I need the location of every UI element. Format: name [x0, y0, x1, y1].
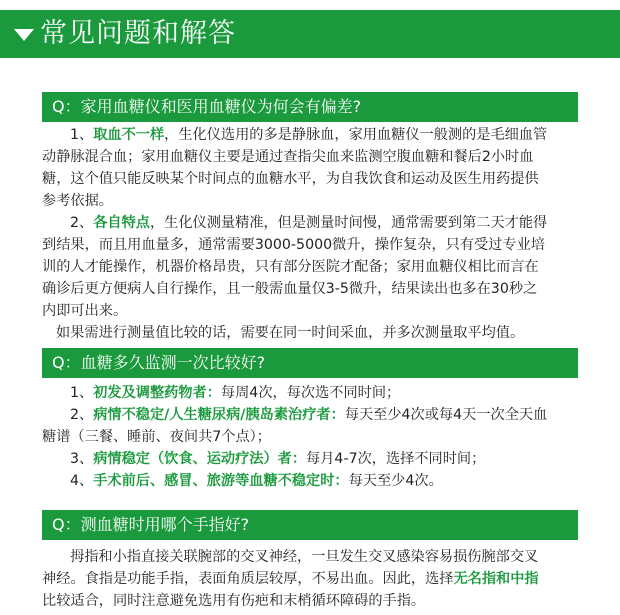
answer-line: [42, 568, 578, 590]
question-bar-2: Q：血糖多久监测一次比较好?: [42, 348, 578, 378]
answer-text: 每周4次，每次选不同时间；: [220, 385, 401, 401]
answer-text: 每月4-7次，选择不同时间；: [306, 451, 486, 467]
list-item: [42, 382, 578, 404]
answer-line: 到结果，而且用血量多，通常需要3000-5000微升，操作复杂，只有受过专业培: [42, 237, 545, 253]
list-prefix: 2、: [70, 407, 94, 423]
list-prefix: 4、: [70, 473, 94, 489]
answer-line: 拇指和小指直接关联腕部的交叉神经，一旦发生交叉感染容易损伤腕部交叉: [70, 549, 539, 565]
list-prefix: 1、: [70, 127, 94, 143]
answer-line: 确诊后更方便病人自行操作，且一般需血量仅3-5微升，结果读出也多在30秒之: [42, 281, 538, 297]
answer-line: 训的人才能操作，机器价格昂贵，只有部分医院才配备；家用血糖仪相比而言在: [42, 259, 539, 275]
highlight-text: 无名指和中指: [453, 571, 539, 587]
answer-text: ，生化仪选用的多是静脉血，家用血糖仪一般测的是毛细血管: [164, 127, 548, 143]
list-item: [42, 448, 578, 470]
page-title: 常见问题和解答: [40, 18, 236, 49]
answer-line: 动静脉混合血；家用血糖仪主要是通过查指尖血来监测空腹血糖和餐后2小时血: [42, 149, 534, 165]
header-banner: [0, 10, 620, 58]
highlight-text: 手术前后、感冒、旅游等血糖不稳定时：: [93, 473, 349, 489]
list-prefix: 3、: [70, 451, 94, 467]
list-item: [42, 404, 578, 426]
question-bar-3: Q：测血糖时用哪个手指好?: [42, 510, 578, 540]
answer-text: 每天至少4次或每4天一次全天血: [344, 407, 548, 423]
answer-line: [42, 124, 578, 146]
highlight-text: 各自特点: [93, 215, 150, 231]
answer-text: 每天至少4次。: [348, 473, 443, 489]
answer-line: 糖，这个值只能反映某个时间点的血糖水平，为自我饮食和运动及医生用药提供: [42, 171, 539, 187]
answer-2: [42, 382, 578, 492]
answer-1: [42, 124, 578, 344]
list-prefix: 2、: [70, 215, 94, 231]
list-item: [42, 470, 578, 492]
answer-line: [42, 212, 578, 234]
answer-line: 参考依据。: [42, 193, 113, 209]
answer-line: 比较适合，同时注意避免选用有伤疤和末梢循环障碍的手指。: [42, 593, 426, 609]
question-bar-1: Q：家用血糖仪和医用血糖仪为何会有偏差?: [42, 92, 578, 122]
highlight-text: 病情稳定（饮食、运动疗法）者：: [93, 451, 307, 467]
list-prefix: 1、: [70, 385, 94, 401]
answer-text: ，生化仪测量精准，但是测量时间慢，通常需要到第二天才能得: [149, 215, 548, 231]
highlight-text: 病情不稳定/人生糖尿病/胰岛素治疗者：: [93, 407, 345, 423]
answer-line: 内即可出来。: [42, 303, 128, 319]
answer-line: 如果需进行测量值比较的话，需要在同一时间采血，并多次测量取平均值。: [56, 325, 525, 341]
triangle-down-icon: [14, 29, 34, 41]
answer-text: 神经。食指是功能手指，表面角质层较厚，不易出血。因此，选择: [42, 571, 454, 587]
highlight-text: 取血不一样: [93, 127, 165, 143]
highlight-text: 初发及调整药物者：: [93, 385, 221, 401]
answer-3: [42, 546, 578, 612]
answer-line: 糖谱（三餐、睡前、夜间共7个点）；: [42, 429, 271, 445]
